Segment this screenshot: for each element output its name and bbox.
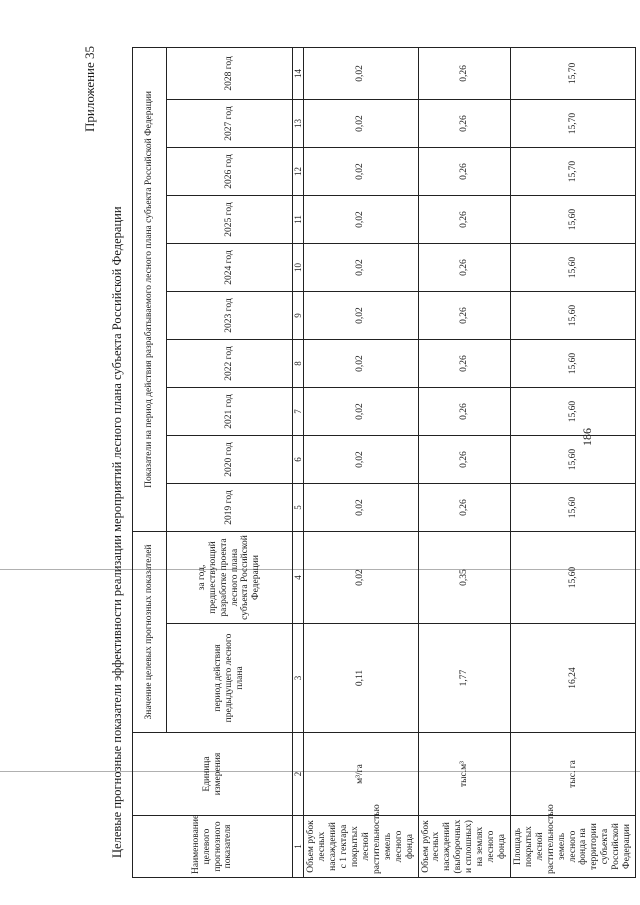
cell-year-value: 15,60	[510, 484, 635, 532]
header-prev-period: период действия предыдущего лесного плана	[167, 624, 293, 733]
cell-year-value: 0,02	[304, 47, 418, 99]
cell-year-value: 0,02	[304, 484, 418, 532]
cell-year-value: 0,26	[418, 292, 510, 340]
header-year: 2022 год	[167, 340, 293, 388]
cell-year-value: 15,60	[510, 436, 635, 484]
cell-year-value: 15,60	[510, 244, 635, 292]
column-number: 11	[293, 196, 304, 244]
cell-year-value: 0,26	[418, 148, 510, 196]
cell-year-value: 15,60	[510, 340, 635, 388]
cell-year-value: 0,02	[304, 244, 418, 292]
cell-year-value: 0,26	[418, 436, 510, 484]
column-number: 4	[293, 532, 304, 624]
header-year: 2025 год	[167, 196, 293, 244]
cell-year-value: 0,26	[418, 484, 510, 532]
cell-year-value: 0,26	[418, 47, 510, 99]
indicators-table	[132, 47, 636, 878]
column-number: 5	[293, 484, 304, 532]
row-unit: тыс.м³	[418, 733, 510, 816]
header-row-1	[133, 47, 167, 877]
table-row	[304, 47, 418, 877]
header-year: 2028 год	[167, 47, 293, 99]
column-number: 14	[293, 47, 304, 99]
header-year: 2027 год	[167, 100, 293, 148]
column-number: 3	[293, 624, 304, 733]
cell-prev-year: 15,60	[510, 532, 635, 624]
column-number: 2	[293, 733, 304, 816]
column-number: 1	[293, 816, 304, 878]
header-period-group: Показатели на период действия разрабатываемого лесного плана субъекта Российской Федерации	[133, 47, 167, 531]
header-year: 2023 год	[167, 292, 293, 340]
cell-year-value: 0,02	[304, 196, 418, 244]
cell-year-value: 0,02	[304, 292, 418, 340]
cell-year-value: 15,60	[510, 388, 635, 436]
column-number: 10	[293, 244, 304, 292]
cell-year-value: 15,70	[510, 148, 635, 196]
column-number: 12	[293, 148, 304, 196]
column-number: 6	[293, 436, 304, 484]
table-row	[510, 47, 635, 877]
column-number-row	[293, 47, 304, 877]
cell-prev-period: 0,11	[304, 624, 418, 733]
header-year: 2026 год	[167, 148, 293, 196]
header-year: 2021 год	[167, 388, 293, 436]
table-row	[418, 47, 510, 877]
rotated-document	[82, 45, 633, 878]
cell-year-value: 0,26	[418, 196, 510, 244]
cell-year-value: 0,26	[418, 340, 510, 388]
cell-year-value: 0,02	[304, 436, 418, 484]
column-number: 13	[293, 100, 304, 148]
row-name: Объем рубок лесных насаждений (выборочных и сплошных) на землях лесного фонда	[418, 816, 510, 878]
column-number: 8	[293, 340, 304, 388]
header-prev-year: за год, предшествующий разработке проекта лесного плана субъекта Российской Федерации	[167, 532, 293, 624]
header-year: 2020 год	[167, 436, 293, 484]
cell-prev-period: 1,77	[418, 624, 510, 733]
header-name: Наименование целевого прогнозного показателя	[133, 816, 293, 878]
row-unit: м³/га	[304, 733, 418, 816]
cell-year-value: 0,02	[304, 340, 418, 388]
row-name: Объем рубок лесных насаждений с 1 гектара покрытых лесной растительностью земель лесного фонда	[304, 816, 418, 878]
header-target-group: Значение целевых прогнозных показателей	[133, 532, 167, 733]
cell-year-value: 15,60	[510, 196, 635, 244]
cell-year-value: 0,02	[304, 148, 418, 196]
cell-year-value: 0,26	[418, 388, 510, 436]
cell-year-value: 0,26	[418, 100, 510, 148]
cell-year-value: 15,70	[510, 100, 635, 148]
cell-year-value: 15,60	[510, 292, 635, 340]
cell-year-value: 0,02	[304, 388, 418, 436]
cell-prev-year: 0,35	[418, 532, 510, 624]
document-title: Целевые прогнозные показатели эффективности реализации мероприятий лесного плана субъекта Российской Федерации	[110, 206, 124, 858]
row-unit: тыс. га	[510, 733, 635, 816]
header-year: 2019 год	[167, 484, 293, 532]
annex-label: Приложение 35	[82, 45, 97, 132]
page-number: 186	[580, 428, 594, 446]
column-number: 9	[293, 292, 304, 340]
row-name: Площадь покрытых лесной растительностью земель лесного фонда на территории субъекта Российской Федерации	[510, 816, 635, 878]
cell-year-value: 0,26	[418, 244, 510, 292]
header-unit: Единица измерения	[133, 733, 293, 816]
cell-prev-year: 0,02	[304, 532, 418, 624]
header-year: 2024 год	[167, 244, 293, 292]
column-number: 7	[293, 388, 304, 436]
cell-year-value: 0,02	[304, 100, 418, 148]
cell-prev-period: 16,24	[510, 624, 635, 733]
cell-year-value: 15,70	[510, 47, 635, 99]
